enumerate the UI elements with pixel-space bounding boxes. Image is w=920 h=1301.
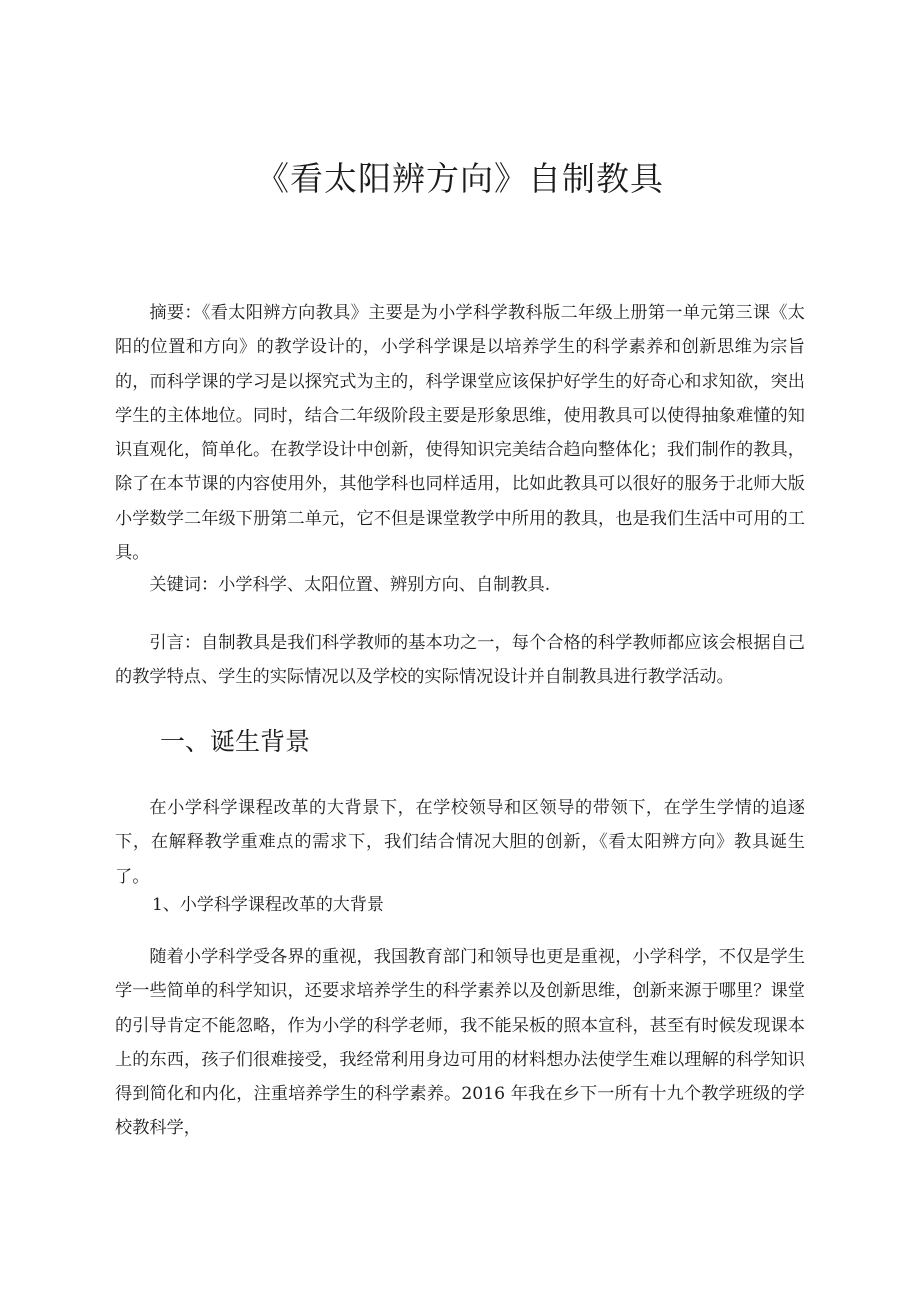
subsection-heading: 1、小学科学课程改革的大背景: [152, 895, 384, 915]
section-heading: 一、诞生背景: [160, 727, 311, 756]
keywords-paragraph: 关键词：小学科学、太阳位置、辨别方向、自制教具.: [149, 575, 551, 595]
section-paragraph: 在小学科学课程改革的大背景下，在学校领导和区领导的带领下，在学生学情的追逐下，在解释教学重难点的需求下，我们结合情况大胆的创新，《看太阳辨方向》教具诞生了。: [115, 798, 805, 887]
subsection-paragraph: 随着小学科学受各界的重视，我国教育部门和领导也更是重视，小学科学，不仅是学生学一些简单的科学知识，还要求培养学生的科学素养以及创新思维，创新来源于哪里？课堂的引导肯定不能忽略，作为小学的科学老师，我不能呆板的照本宣科，甚至有时候发现课本上的东西，孩子们很难接受，我经常利用身边可用的材料想办法使学生难以理解的科学知识得到简化和内化，注重培养学生的科学素养。2016 年我在乡下一所有十九个教学班级的学校教科学，: [115, 947, 805, 1139]
introduction-paragraph: 引言：自制教具是我们科学教师的基本功之一，每个合格的科学教师都应该会根据自己的教学特点、学生的实际情况以及学校的实际情况设计并自制教具进行教学活动。: [115, 633, 805, 688]
document-title: 《看太阳辨方向》自制教具: [256, 159, 664, 198]
abstract-paragraph: 摘要：《看太阳辨方向教具》主要是为小学科学教科版二年级上册第一单元第三课《太阳的位置和方向》的教学设计的，小学科学课是以培养学生的科学素养和创新思维为宗旨的，而科学课的学习是以探究式为主的，科学课堂应该保护好学生的好奇心和求知欲，突出学生的主体地位。同时，结合二年级阶段主要是形象思维，使用教具可以使得抽象难懂的知识直观化，简单化。在教学设计中创新，使得知识完美结合趋向整体化；我们制作的教具，除了在本节课的内容使用外，其他学科也同样适用，比如此教具可以很好的服务于北师大版小学数学二年级下册第二单元，它不但是课堂教学中所用的教具，也是我们生活中可用的工具。: [115, 303, 805, 564]
